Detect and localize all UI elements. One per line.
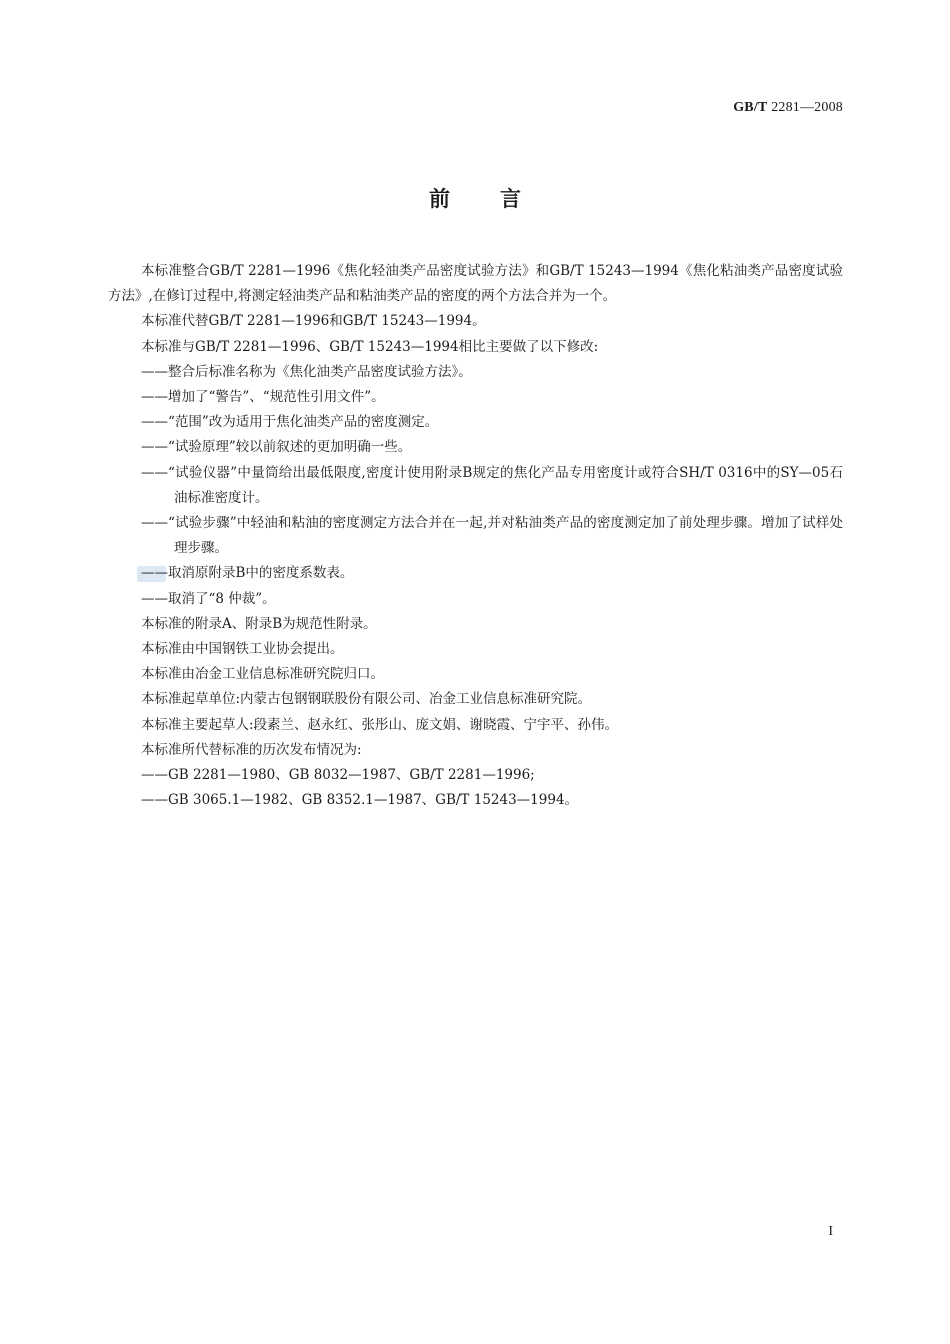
page-number: I — [828, 1224, 833, 1239]
document-code-prefix: GB/T — [733, 100, 768, 115]
foreword-paragraph: 本标准的附录A、附录B为规范性附录。 — [141, 615, 377, 632]
foreword-paragraph: 本标准起草单位:内蒙古包钢钢联股份有限公司、冶金工业信息标准研究院。 — [141, 691, 592, 708]
foreword-paragraph: 本标准代替GB/T 2281—1996和GB/T 15243—1994。 — [141, 313, 486, 330]
change-list-item: ——“范围”改为适用于焦化油类产品的密度测定。 — [141, 414, 439, 431]
foreword-paragraph: 本标准由冶金工业信息标准研究院归口。 — [141, 666, 384, 683]
change-list-item: ——“试验原理”较以前叙述的更加明确一些。 — [141, 439, 412, 456]
history-list-item: ——GB 3065.1—1982、GB 8352.1—1987、GB/T 15243—1994。 — [141, 792, 579, 809]
foreword-paragraph: 本标准所代替标准的历次发布情况为: — [141, 741, 362, 758]
change-list-item: ——“试验步骤”中轻油和粘油的密度测定方法合并在一起,并对粘油类产品的密度测定加了前处理步骤。增加了试样处理步骤。 — [141, 515, 843, 557]
foreword-paragraph: 本标准主要起草人:段素兰、赵永红、张彤山、庞文娟、谢晓霞、宁宇平、孙伟。 — [141, 716, 619, 733]
foreword-paragraph: 本标准与GB/T 2281—1996、GB/T 15243—1994相比主要做了以下修改: — [141, 338, 599, 355]
document-code-number: 2281—2008 — [771, 100, 843, 115]
foreword-paragraph: 本标准由中国钢铁工业协会提出。 — [141, 641, 344, 658]
foreword-body — [108, 259, 843, 813]
change-list-item: ——取消原附录B中的密度系数表。 — [141, 565, 354, 582]
change-list-item: ——取消了“8 仲裁”。 — [141, 590, 276, 607]
change-list-item: ——增加了“警告”、“规范性引用文件”。 — [141, 389, 385, 406]
change-list-item: ——整合后标准名称为《焦化油类产品密度试验方法》。 — [141, 363, 472, 380]
document-code — [733, 100, 843, 116]
foreword-paragraph: 本标准整合GB/T 2281—1996《焦化轻油类产品密度试验方法》和GB/T 15243—1994《焦化粘油类产品密度试验方法》,在修订过程中,将测定轻油类产品和粘油类产品的密度的两个方法合并为一个。 — [108, 263, 843, 305]
page-title: 前言 — [429, 187, 571, 211]
history-list-item: ——GB 2281—1980、GB 8032—1987、GB/T 2281—1996; — [141, 767, 535, 784]
change-list-item: ——“试验仪器”中量筒给出最低限度,密度计使用附录B规定的焦化产品专用密度计或符合SH/T 0316中的SY—05石油标准密度计。 — [141, 464, 843, 506]
